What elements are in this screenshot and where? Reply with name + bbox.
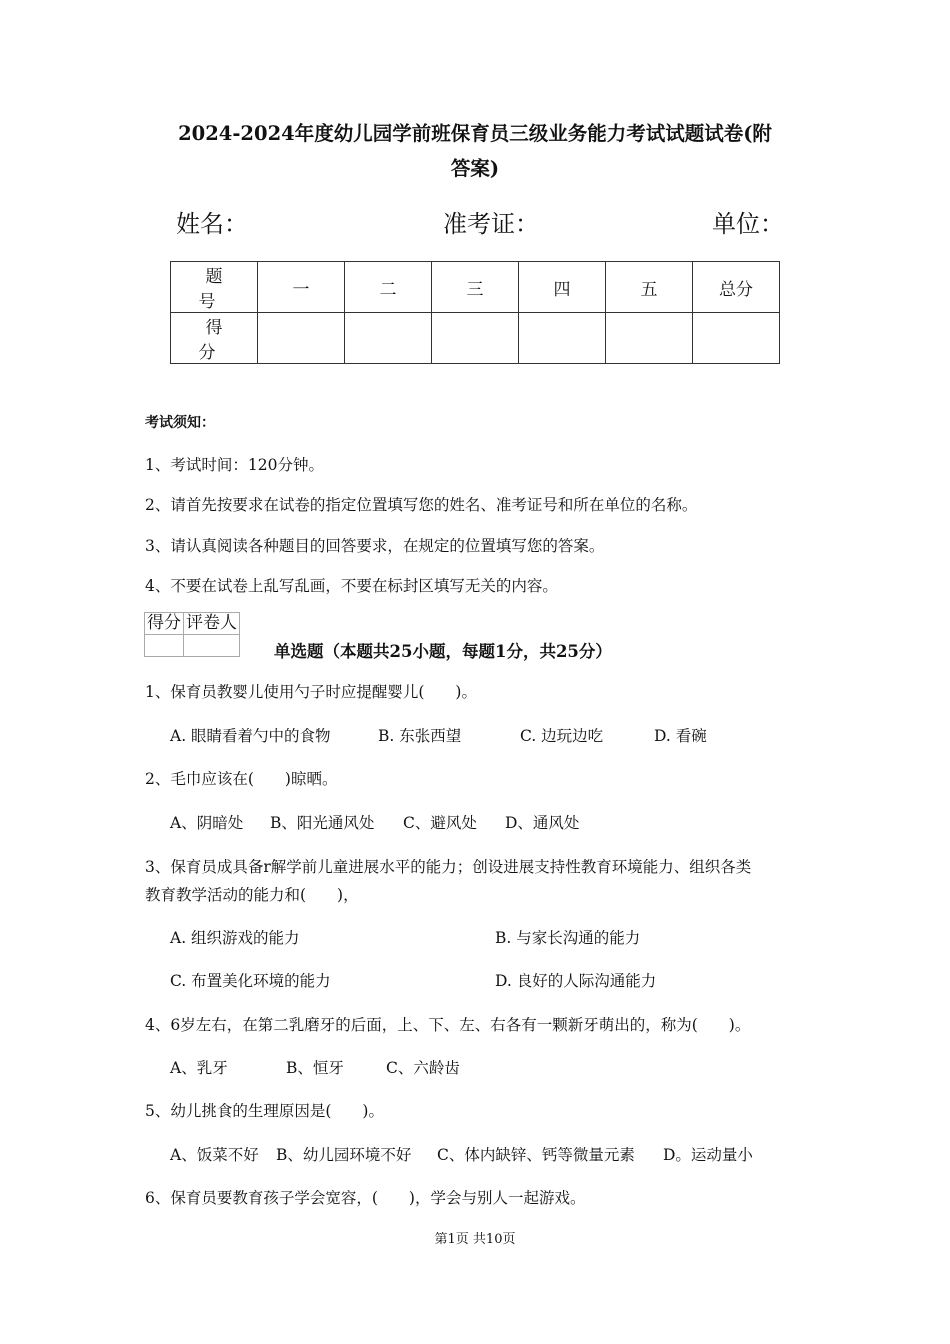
question-option[interactable]: A、乳牙 [170, 1059, 228, 1077]
score-cell[interactable] [606, 313, 693, 364]
score-table-header: 三 [432, 262, 519, 313]
notice-item: 1、考试时间：120分钟。 [145, 456, 324, 474]
question-option[interactable]: A、阴暗处 [170, 814, 244, 832]
name-field-label: 姓名： [176, 210, 248, 238]
question-option[interactable]: A、饭菜不好 [170, 1146, 259, 1164]
exam-title-line2: 答案) [450, 157, 500, 180]
question-option[interactable]: C、六龄齿 [386, 1059, 460, 1077]
page-footer: 第1页 共10页 [434, 1232, 516, 1247]
grader-name-cell[interactable] [184, 635, 240, 657]
notice-item: 3、请认真阅读各种题目的回答要求，在规定的位置填写您的答案。 [145, 537, 605, 555]
score-cell[interactable] [693, 313, 780, 364]
score-table-score-row [171, 313, 780, 364]
score-table-header: 二 [345, 262, 432, 313]
grader-score-cell[interactable] [145, 635, 184, 657]
question-option[interactable]: A. 组织游戏的能力 [170, 929, 300, 947]
question-stem: 2、毛巾应该在( )晾晒。 [145, 770, 338, 788]
score-table [170, 261, 780, 364]
grader-score-label: 得分 [145, 613, 184, 635]
question-option[interactable]: B、阳光通风处 [270, 814, 375, 832]
score-cell[interactable] [519, 313, 606, 364]
exam-id-field-label: 准考证： [443, 210, 539, 238]
question-stem: 1、保育员教婴儿使用勺子时应提醒婴儿( )。 [145, 683, 477, 701]
question-option[interactable]: B. 东张西望 [378, 727, 462, 745]
notice-item: 2、请首先按要求在试卷的指定位置填写您的姓名、准考证号和所在单位的名称。 [145, 496, 698, 514]
question-option[interactable]: A. 眼睛看着勺中的食物 [170, 727, 331, 745]
question-option[interactable]: B、恒牙 [286, 1059, 344, 1077]
section-title: 单选题（本题共25小题，每题1分，共25分） [274, 642, 612, 661]
question-option[interactable]: D. 看碗 [654, 727, 707, 745]
question-stem: 4、6岁左右，在第二乳磨牙的后面，上、下、左、右各有一颗新牙萌出的，称为( )。 [145, 1016, 751, 1034]
question-option[interactable]: C. 边玩边吃 [520, 727, 604, 745]
question-option[interactable]: D. 良好的人际沟通能力 [495, 972, 657, 990]
question-option[interactable]: C、体内缺锌、钙等微量元素 [437, 1146, 635, 1164]
score-table-header: 总分 [693, 262, 780, 313]
question-stem: 6、保育员要教育孩子学会宽容，( )，学会与别人一起游戏。 [145, 1189, 586, 1207]
notice-heading: 考试须知： [145, 415, 215, 431]
score-cell[interactable] [432, 313, 519, 364]
question-option[interactable]: C. 布置美化环境的能力 [170, 972, 331, 990]
score-table-header: 题 号 [171, 262, 258, 313]
grader-box [144, 612, 240, 657]
question-option[interactable]: B. 与家长沟通的能力 [495, 929, 641, 947]
question-stem-continued: 教育教学活动的能力和( )， [145, 886, 359, 904]
question-option[interactable]: D。运动量小 [663, 1146, 753, 1164]
score-table-header: 五 [606, 262, 693, 313]
score-cell[interactable] [258, 313, 345, 364]
score-table-header: 一 [258, 262, 345, 313]
score-table-header-row [171, 262, 780, 313]
exam-title-line1: 2024-2024年度幼儿园学前班保育员三级业务能力考试试题试卷(附 [178, 122, 772, 145]
notice-item: 4、不要在试卷上乱写乱画，不要在标封区填写无关的内容。 [145, 577, 558, 595]
score-cell[interactable] [345, 313, 432, 364]
question-option[interactable]: B、幼儿园环境不好 [276, 1146, 412, 1164]
question-option[interactable]: D、通风处 [505, 814, 580, 832]
unit-field-label: 单位： [712, 210, 784, 238]
grader-name-label: 评卷人 [184, 613, 240, 635]
question-stem: 3、保育员成具备r解学前儿童进展水平的能力；创设进展支持性教育环境能力、组织各类 [145, 858, 752, 876]
score-table-header: 四 [519, 262, 606, 313]
question-option[interactable]: C、避风处 [403, 814, 477, 832]
question-stem: 5、幼儿挑食的生理原因是( )。 [145, 1102, 384, 1120]
score-row-label: 得 分 [171, 313, 258, 364]
